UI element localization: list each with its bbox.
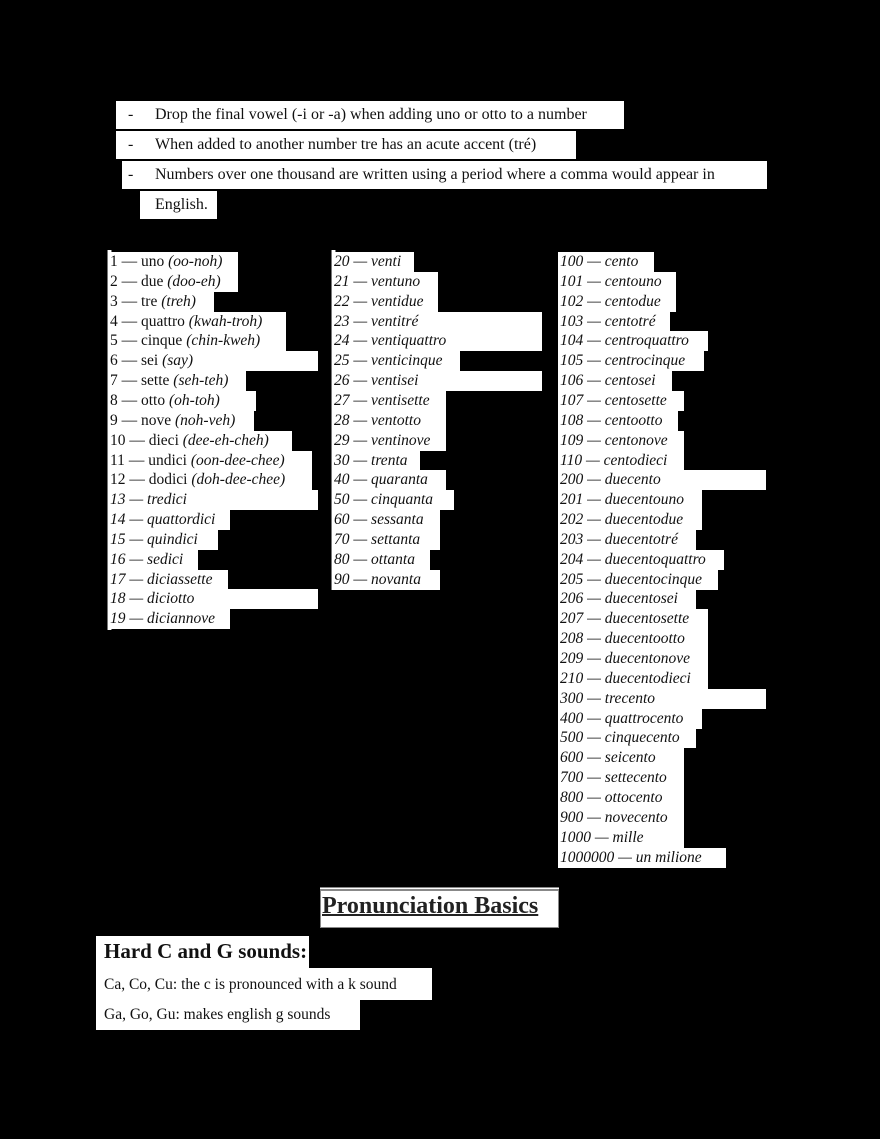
number-value: 9 [110,411,118,429]
italian-word: ventisette [371,391,430,409]
em-dash-separator: — [125,530,148,548]
number-entry [110,470,285,490]
em-dash-separator: — [582,451,604,469]
number-value: 4 [110,312,118,330]
number-value: 14 [110,511,126,529]
em-dash-separator: — [583,352,605,370]
italian-word: centrocinque [604,352,686,370]
italian-word: sette [141,372,170,390]
number-entry [560,431,668,451]
number-entry [334,391,430,411]
number-entry [560,768,667,788]
number-value: 25 [334,352,350,370]
number-value: 10 [110,431,126,449]
pronunciation-hint: (say) [162,352,194,370]
em-dash-separator: — [583,669,605,687]
number-entry [560,292,661,312]
italian-word: ventisei [371,372,419,390]
number-value: 100 [560,253,584,270]
em-dash-separator: — [583,431,605,449]
number-entry [334,570,421,590]
italian-word: diciassette [147,570,213,588]
number-entry [560,490,684,510]
number-value: 90 [334,570,350,588]
italian-word: novanta [371,570,421,588]
em-dash-separator: — [583,610,605,628]
pronunciation-hint: (seh-teh) [173,372,229,390]
em-dash-separator: — [583,709,605,727]
em-dash-separator: — [583,471,605,489]
italian-word: ventotto [371,411,421,429]
bullet-text: Drop the final vowel (-i or -a) when adding uno or otto to a number [155,106,587,123]
italian-word: centosette [604,391,667,409]
number-value: 208 [560,630,584,648]
italian-word: ottocento [604,788,663,806]
number-value: 20 [334,253,350,270]
number-entry [110,451,285,471]
number-entry [334,411,421,431]
em-dash-separator: — [117,272,141,290]
number-value: 600 [560,749,584,767]
number-value: 27 [334,391,350,409]
pronunciation-hint: (doo-eh) [167,272,221,290]
em-dash-separator: — [349,570,372,588]
number-value: 80 [334,550,350,568]
number-entry [110,331,260,351]
em-dash-separator: — [124,451,149,469]
number-value: 200 [560,471,584,489]
em-dash-separator: — [583,530,605,548]
number-entry [560,728,680,748]
em-dash-separator: — [349,253,372,270]
number-entry [560,331,689,351]
italian-word: un milione [635,848,702,866]
em-dash-separator: — [349,550,372,568]
number-value: 205 [560,570,584,588]
number-entry [110,411,235,431]
number-entry [560,570,702,590]
em-dash-separator: — [125,511,148,529]
number-value: 204 [560,550,584,568]
em-dash-separator: — [349,272,372,290]
number-value: 700 [560,769,584,787]
number-entry [110,510,215,530]
italian-word: centonove [604,431,668,449]
pronunciation-hint: (oo-noh) [168,253,223,270]
italian-word: quattro [141,312,185,330]
number-value: 107 [560,391,584,409]
bullet-text: When added to another number tre has an acute accent (tré) [155,136,537,153]
number-entry [110,351,193,371]
italian-word: diciannove [147,610,216,628]
number-entry [560,748,656,768]
number-entry [334,451,408,471]
number-value: 8 [110,391,118,409]
em-dash-separator: — [117,411,141,429]
number-entry [560,351,685,371]
em-dash-separator: — [583,272,605,290]
italian-word: ventiquattro [371,332,447,350]
italian-word: trecento [604,689,656,707]
italian-word: centodieci [603,451,668,469]
em-dash-separator: — [349,332,372,350]
italian-word: duecentootto [604,630,685,648]
number-entry [560,371,656,391]
bullet-text: English. [155,196,208,213]
italian-word: centosei [604,372,656,390]
number-entry [334,530,420,550]
number-entry [334,272,420,292]
subheading-hard-c-g: Hard C and G sounds: [104,939,308,963]
em-dash-separator: — [583,292,605,310]
number-value: 209 [560,650,584,667]
em-dash-separator: — [583,511,605,529]
italian-word: duecentodue [604,511,684,529]
em-dash-separator: — [117,253,141,270]
rule-line-c: Ca, Co, Cu: the c is pronounced with a k sound [104,976,397,993]
pronunciation-hint: (noh-veh) [175,411,236,429]
bullet-dash: - [128,106,134,123]
number-value: 2 [110,272,118,290]
italian-word: novecento [604,808,668,826]
number-entry [560,312,656,332]
number-value: 23 [334,312,350,330]
italian-word: centodue [604,292,661,310]
number-value: 30 [334,451,350,469]
em-dash-separator: — [583,749,605,767]
italian-word: sei [141,352,159,370]
em-dash-separator: — [583,372,605,390]
italian-word: settecento [604,769,667,787]
number-value: 1000000 [560,848,615,866]
em-dash-separator: — [125,610,148,628]
em-dash-separator: — [349,292,372,310]
number-entry [560,848,702,868]
number-value: 500 [560,729,584,747]
number-value: 108 [560,411,584,429]
em-dash-separator: — [125,471,149,489]
italian-word: nove [141,411,172,429]
number-entry [110,292,196,312]
number-value: 202 [560,511,584,529]
italian-word: tredici [147,491,187,509]
em-dash-separator: — [349,411,372,429]
em-dash-separator: — [349,391,372,409]
number-entry [560,451,667,471]
number-value: 109 [560,431,584,449]
italian-word: ventuno [371,272,421,290]
italian-word: ventitré [371,312,419,330]
number-entry [560,470,661,490]
pronunciation-hint: (dee-eh-cheh) [182,431,269,449]
number-value: 28 [334,411,350,429]
number-value: 103 [560,312,584,330]
number-value: 400 [560,709,584,727]
em-dash-separator: — [349,431,372,449]
number-entry [334,490,433,510]
italian-word: duecentodieci [604,669,691,687]
em-dash-separator: — [349,352,372,370]
number-value: 24 [334,332,350,350]
number-value: 1 [110,253,118,270]
number-entry [334,331,446,351]
number-value: 105 [560,352,584,370]
em-dash-separator: — [125,590,148,608]
number-entry [110,589,194,609]
italian-word: quattordici [147,511,216,529]
italian-word: uno [141,253,165,270]
number-entry [110,371,228,391]
italian-word: cinque [141,332,183,350]
italian-word: venti [371,253,402,270]
number-entry [560,669,691,689]
em-dash-separator: — [583,788,605,806]
italian-word: sessanta [371,511,424,529]
italian-word: dodici [148,471,188,489]
number-entry [560,272,662,292]
number-value: 3 [110,292,118,310]
em-dash-separator: — [125,570,148,588]
number-entry [560,709,683,729]
number-value: 11 [110,451,125,469]
number-value: 26 [334,372,350,390]
number-value: 300 [560,689,584,707]
number-value: 70 [334,530,350,548]
italian-word: diciotto [147,590,195,608]
em-dash-separator: — [583,253,605,270]
pronunciation-hint: (chin-kweh) [186,332,261,350]
number-entry [560,391,667,411]
italian-word: duecentonove [604,650,691,667]
em-dash-separator: — [349,511,372,529]
pronunciation-hint: (doh-dee-chee) [191,471,286,489]
bullet-dash: - [128,166,134,183]
italian-word: tre [141,292,158,310]
number-entry [560,828,644,848]
italian-word: duecentosette [604,610,690,628]
number-value: 203 [560,530,584,548]
italian-word: duecentoquattro [604,550,706,568]
em-dash-separator: — [349,451,372,469]
italian-word: duecentouno [604,491,684,509]
number-entry [334,550,415,570]
number-entry [334,292,424,312]
number-entry [560,629,685,649]
number-entry [560,808,668,828]
number-entry [334,252,401,272]
em-dash-separator: — [117,292,141,310]
em-dash-separator: — [349,530,372,548]
italian-word: ventidue [371,292,424,310]
em-dash-separator: — [117,391,141,409]
number-value: 110 [560,451,583,469]
em-dash-separator: — [349,372,372,390]
italian-word: ventinove [371,431,431,449]
italian-word: dieci [148,431,179,449]
number-entry [110,530,198,550]
em-dash-separator: — [583,312,605,330]
italian-word: cento [604,253,639,270]
italian-word: duecentocinque [604,570,703,588]
number-value: 104 [560,332,584,350]
pronunciation-hint: (treh) [161,292,196,310]
em-dash-separator: — [125,550,148,568]
italian-word: venticinque [371,352,443,370]
italian-word: sedici [147,550,184,568]
em-dash-separator: — [117,332,141,350]
number-value: 900 [560,808,584,826]
number-entry [110,570,212,590]
number-value: 12 [110,471,126,489]
number-value: 13 [110,491,126,509]
bullet-text: Numbers over one thousand are written using a period where a comma would appear in [155,166,715,183]
italian-word: undici [148,451,187,469]
em-dash-separator: — [583,550,605,568]
em-dash-separator: — [583,729,605,747]
italian-word: trenta [371,451,408,469]
number-entry [110,312,262,332]
number-value: 6 [110,352,118,370]
number-value: 50 [334,491,350,509]
italian-word: ottanta [371,550,415,568]
em-dash-separator: — [583,630,605,648]
number-entry [560,252,638,272]
em-dash-separator: — [125,491,148,509]
number-value: 19 [110,610,126,628]
em-dash-separator: — [583,769,605,787]
number-entry [334,431,430,451]
em-dash-separator: — [583,391,605,409]
number-value: 29 [334,431,350,449]
number-value: 206 [560,590,584,608]
number-value: 201 [560,491,584,509]
em-dash-separator: — [583,808,605,826]
number-entry [560,589,678,609]
number-value: 7 [110,372,118,390]
number-entry [110,391,220,411]
em-dash-separator: — [583,570,605,588]
section-title: Pronunciation Basics [322,893,539,919]
em-dash-separator: — [591,828,613,846]
italian-word: centootto [604,411,663,429]
italian-word: cinquanta [371,491,434,509]
number-entry [560,550,706,570]
number-value: 17 [110,570,126,588]
italian-word: duecentotré [604,530,678,548]
number-value: 106 [560,372,584,390]
number-value: 102 [560,292,584,310]
number-value: 22 [334,292,350,310]
number-entry [334,312,418,332]
em-dash-separator: — [349,312,372,330]
italian-word: centouno [604,272,662,290]
em-dash-separator: — [583,411,605,429]
em-dash-separator: — [583,590,605,608]
pronunciation-hint: (oon-dee-chee) [190,451,285,469]
number-value: 207 [560,610,584,628]
number-value: 60 [334,511,350,529]
italian-word: duecento [604,471,661,489]
pronunciation-hint: (oh-toh) [169,391,220,409]
rule-line-g: Ga, Go, Gu: makes english g sounds [104,1006,331,1023]
number-entry [560,689,655,709]
number-entry [110,272,221,292]
italian-word: quindici [147,530,198,548]
number-entry [560,788,662,808]
number-value: 1000 [560,828,591,846]
italian-word: otto [141,391,166,409]
em-dash-separator: — [125,431,149,449]
italian-word: mille [612,828,644,846]
number-entry [560,510,683,530]
italian-word: cinquecento [604,729,680,747]
number-entry [560,411,662,431]
number-entry [110,252,222,272]
number-value: 5 [110,332,118,350]
number-entry [334,470,428,490]
em-dash-separator: — [583,491,605,509]
number-entry [334,510,424,530]
em-dash-separator: — [349,471,372,489]
italian-word: centotré [604,312,656,330]
number-value: 210 [560,669,584,687]
number-entry [560,609,689,629]
italian-word: seicento [604,749,656,767]
number-value: 21 [334,272,350,290]
em-dash-separator: — [117,372,141,390]
number-entry [110,490,187,510]
italian-word: duecentosei [604,590,678,608]
number-value: 16 [110,550,126,568]
italian-word: centroquattro [604,332,689,350]
italian-word: quattrocento [604,709,684,727]
number-entry [334,351,443,371]
em-dash-separator: — [117,352,141,370]
em-dash-separator: — [349,491,372,509]
em-dash-separator: — [583,689,605,707]
number-value: 101 [560,272,584,290]
number-entry [560,530,678,550]
italian-word: quaranta [371,471,428,489]
pronunciation-hint: (kwah-troh) [188,312,263,330]
italian-word: settanta [371,530,421,548]
number-entry [334,371,418,391]
bullet-dash: - [128,136,134,153]
italian-word: due [141,272,164,290]
number-value: 18 [110,590,126,608]
number-entry [560,649,690,669]
number-value: 40 [334,471,350,489]
em-dash-separator: — [117,312,141,330]
number-value: 15 [110,530,126,548]
number-entry [110,550,183,570]
number-entry [110,609,215,629]
em-dash-separator: — [583,650,605,667]
em-dash-separator: — [614,848,636,866]
em-dash-separator: — [583,332,605,350]
number-entry [110,431,269,451]
number-value: 800 [560,788,584,806]
